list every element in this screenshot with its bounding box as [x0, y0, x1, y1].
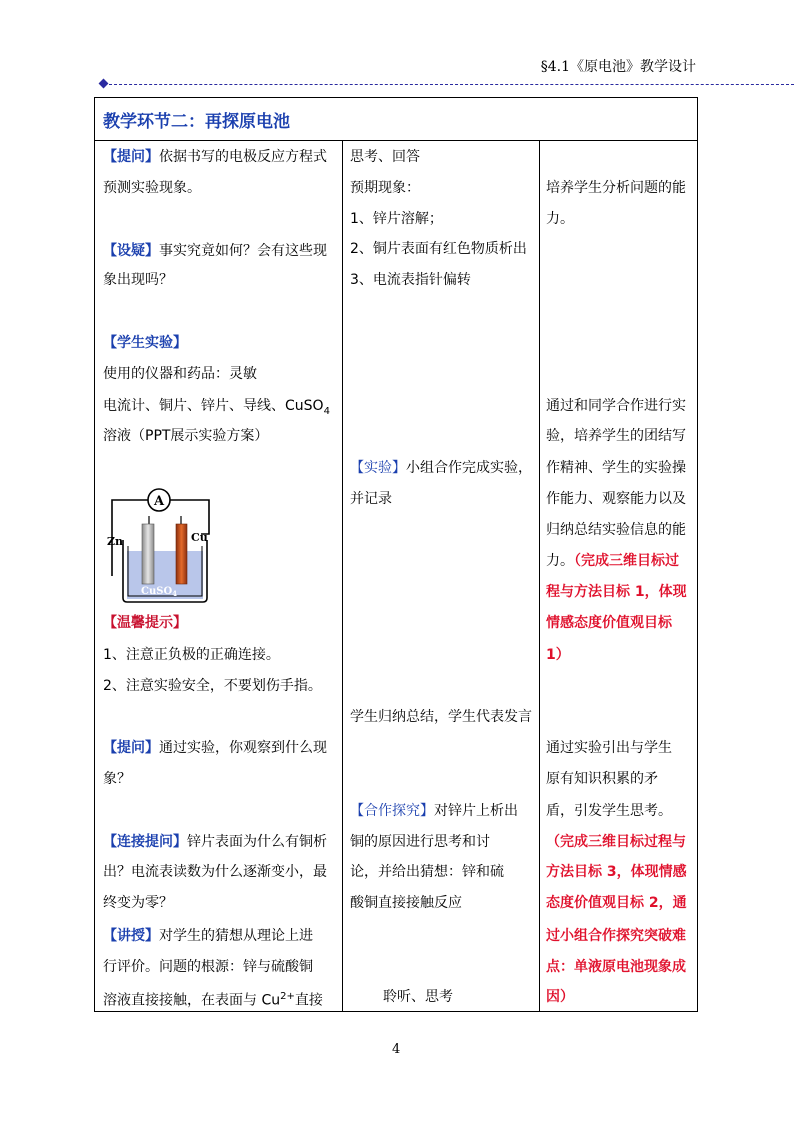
lecture-cont-2: 溶液直接接触，在表面与 $Cu^{2+}$直接 — [103, 991, 323, 1009]
question-4: 【连接提问】锌片表面为什么有铜析 — [103, 834, 327, 850]
student-summary: 学生归纳总结，学生代表发言 — [350, 709, 532, 725]
question-2-cont: 象出现吗？ — [103, 272, 173, 288]
section-header — [95, 98, 697, 141]
student-line-2: 预期现象： — [350, 180, 420, 196]
column-divider-1 — [342, 140, 343, 1011]
intent-3-line-2: 原有知识积累的矛 — [546, 771, 658, 787]
intent-3-red-4: 过小组合作探究突破难 — [546, 928, 686, 944]
experiment-line-3: 溶液（PPT展示实验方案） — [103, 428, 269, 444]
intent-2-line-5: 归纳总结实验信息的能 — [546, 522, 686, 538]
intent-2-red-2: 程与方法目标 1，体现 — [546, 584, 687, 600]
question-2: 【设疑】事实究竟如何？会有这些现 — [103, 243, 327, 259]
header-dashed-line — [104, 84, 794, 85]
tip-2: 2、注意实验安全，不要划伤手指。 — [103, 678, 322, 694]
student-line-5: 3、电流表指针偏转 — [350, 272, 471, 288]
question-3-cont: 象？ — [103, 771, 131, 787]
intent-2-red-4: 1） — [546, 647, 570, 663]
lecture-cont-1: 行评价。问题的根源：锌与硫酸铜 — [103, 959, 313, 975]
cooperative-inquiry-cont-1: 铜的原因进行思考和讨 — [350, 834, 490, 850]
student-line-3: 1、锌片溶解； — [350, 211, 443, 227]
intent-3-red-1: （完成三维目标过程与 — [546, 834, 686, 850]
intent-3-red-3: 态度价值观目标 2，通 — [546, 895, 687, 911]
question-3: 【提问】通过实验，你观察到什么现 — [103, 740, 327, 756]
solution-label: CuSO$_4$ — [141, 586, 178, 598]
tips-tag: 【温馨提示】 — [103, 615, 187, 631]
intent-3-line-3: 盾，引发学生思考。 — [546, 803, 672, 819]
lecture: 【讲授】对学生的猜想从理论上进 — [103, 928, 313, 944]
intent-1-line-2: 力。 — [546, 211, 574, 227]
page-number: 4 — [392, 1042, 401, 1057]
intent-3-red-6: 因） — [546, 989, 574, 1005]
intent-2-red-3: 情感态度价值观目标 — [546, 615, 672, 631]
student-line-4: 2、铜片表面有红色物质析出 — [350, 241, 527, 257]
zn-label: Zn — [107, 535, 124, 548]
experiment-line-2: 电流计、铜片、锌片、导线、CuSO$_4$ — [103, 398, 330, 417]
page-header-title: §4.1《原电池》教学设计 — [540, 59, 696, 75]
intent-3-red-5: 点：单液原电池现象成 — [546, 959, 686, 975]
student-listen: 聆听、思考 — [383, 989, 453, 1005]
galvanic-cell-diagram — [103, 488, 215, 603]
lesson-table — [94, 97, 698, 1012]
student-experiment-tag: 【学生实验】 — [103, 335, 187, 351]
intent-1-line-1: 培养学生分析问题的能 — [546, 180, 686, 196]
question-4-cont-1: 出？电流表读数为什么逐渐变小，最 — [103, 864, 327, 880]
intent-2-line-4: 作能力、观察能力以及 — [546, 491, 686, 507]
column-divider-2 — [539, 140, 540, 1011]
question-4-cont-2: 终变为零？ — [103, 895, 173, 911]
tip-1: 1、注意正负极的正确连接。 — [103, 647, 280, 663]
question-1-cont: 预测实验现象。 — [103, 180, 201, 196]
student-experiment: 【实验】小组合作完成实验， — [350, 460, 532, 476]
cooperative-inquiry: 【合作探究】对锌片上析出 — [350, 803, 518, 819]
intent-3-red-2: 方法目标 3，体现情感 — [546, 864, 687, 880]
intent-2-line-1: 通过和同学合作进行实 — [546, 398, 686, 414]
experiment-line-1: 使用的仪器和药品：灵敏 — [103, 366, 257, 382]
intent-2-line-2: 验，培养学生的团结写 — [546, 428, 686, 444]
cooperative-inquiry-cont-2: 论，并给出猜想：锌和硫 — [350, 864, 504, 880]
section-title: 教学环节二：再探原电池 — [103, 112, 290, 132]
cooperative-inquiry-cont-3: 酸铜直接接触反应 — [350, 895, 462, 911]
cu-label: Cu — [191, 531, 208, 544]
intent-2-line-6: 力。（完成三维目标过 — [546, 553, 679, 569]
intent-3-line-1: 通过实验引出与学生 — [546, 740, 672, 756]
student-line-1: 思考、回答 — [350, 149, 420, 165]
ammeter-label: A — [153, 494, 165, 509]
student-experiment-cont: 并记录 — [350, 491, 392, 507]
question-1: 【提问】依据书写的电极反应方程式 — [103, 149, 327, 165]
intent-2-line-3: 作精神、学生的实验操 — [546, 460, 686, 476]
